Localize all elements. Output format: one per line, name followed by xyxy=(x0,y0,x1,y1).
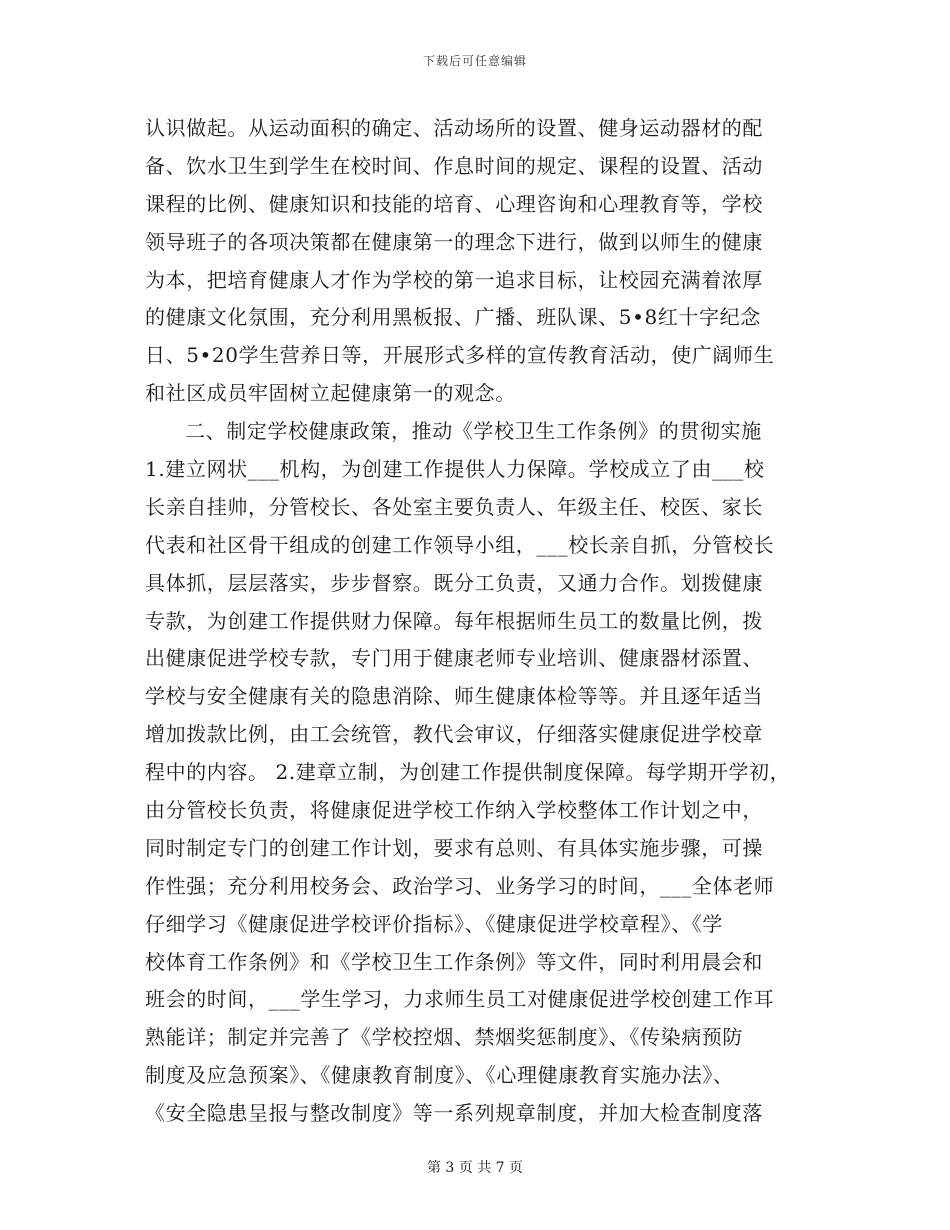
text-line: 《安全隐患呈报与整改制度》等一系列规章制度，并加大检查制度落 xyxy=(145,1101,763,1126)
text-line: 校体育工作条例》和《学校卫生工作条例》等文件，同时利用晨会和 xyxy=(145,949,763,974)
text-line: 由分管校长负责，将健康促进学校工作纳入学校整体工作计划之中， xyxy=(145,798,763,823)
text-line: 课程的比例、健康知识和技能的培育、心理咨询和心理教育等，学校 xyxy=(145,191,763,216)
text-line: 1.建立网状___机构，为创建工作提供人力保障。学校成立了由___校 xyxy=(145,457,765,482)
text-line: 具体抓，层层落实，步步督察。既分工负责，又通力合作。划拨健康 xyxy=(145,570,763,595)
text-line: 认识做起。从运动面积的确定、活动场所的设置、健身运动器材的配 xyxy=(145,116,763,140)
text-line: 制度及应急预案》、《健康教育制度》、《心理健康教育实施办法》、 xyxy=(145,1063,734,1088)
text-line: 日、5•20学生营养日等，开展形式多样的宣传教育活动，使广阔师生 xyxy=(145,343,775,368)
text-line: 班会的时间，___学生学习，力求师生员工对健康促进学校创建工作耳 xyxy=(145,987,775,1012)
text-line: 仔细学习《健康促进学校评价指标》、《健康促进学校章程》、《学 xyxy=(145,911,723,936)
text-line: 备、饮水卫生到学生在校时间、作息时间的规定、课程的设置、活动 xyxy=(145,153,763,178)
page-header: 下载后可任意编辑 xyxy=(422,54,527,68)
text-line: 程中的内容。 2.建章立制，为创建工作提供制度保障。每学期开学初， xyxy=(145,760,791,785)
page-footer: 第 3 页 共 7 页 xyxy=(426,1160,524,1176)
text-line: 的健康文化氛围，充分利用黑板报、广播、班队课、5•8红十字纪念 xyxy=(145,305,761,330)
text-line: 熟能详；制定并完善了《学校控烟、禁烟奖惩制度》、《传染病预防 xyxy=(145,1025,743,1050)
section-heading: 二、制定学校健康政策，推动《学校卫生工作条例》的贯彻实施 xyxy=(185,419,762,444)
text-line: 长亲自挂帅，分管校长、各处室主要负责人、年级主任、校医、家长 xyxy=(145,494,763,519)
text-line: 为本，把培育健康人才作为学校的第一追求目标，让校园充满着浓厚 xyxy=(145,267,763,292)
text-line: 和社区成员牢固树立起健康第一的观念。 xyxy=(145,381,516,406)
text-line: 代表和社区骨干组成的创建工作领导小组，___校长亲自抓，分管校长 xyxy=(145,532,775,557)
text-line: 同时制定专门的创建工作计划，要求有总则、有具体实施步骤，可操 xyxy=(145,835,763,860)
document-body xyxy=(145,110,825,1133)
text-line: 学校与安全健康有关的隐患消除、师生健康体检等等。并且逐年适当 xyxy=(145,684,763,709)
text-line: 作性强；充分利用校务会、政治学习、业务学习的时间，___全体老师 xyxy=(145,873,775,898)
text-line: 增加拨款比例，由工会统管，教代会审议，仔细落实健康促进学校章 xyxy=(145,722,763,747)
text-line: 专款，为创建工作提供财力保障。每年根据师生员工的数量比例，拨 xyxy=(145,608,763,633)
text-line: 出健康促进学校专款，专门用于健康老师专业培训、健康器材添置、 xyxy=(145,646,763,671)
text-line: 领导班子的各项决策都在健康第一的理念下进行，做到以师生的健康 xyxy=(145,229,763,254)
